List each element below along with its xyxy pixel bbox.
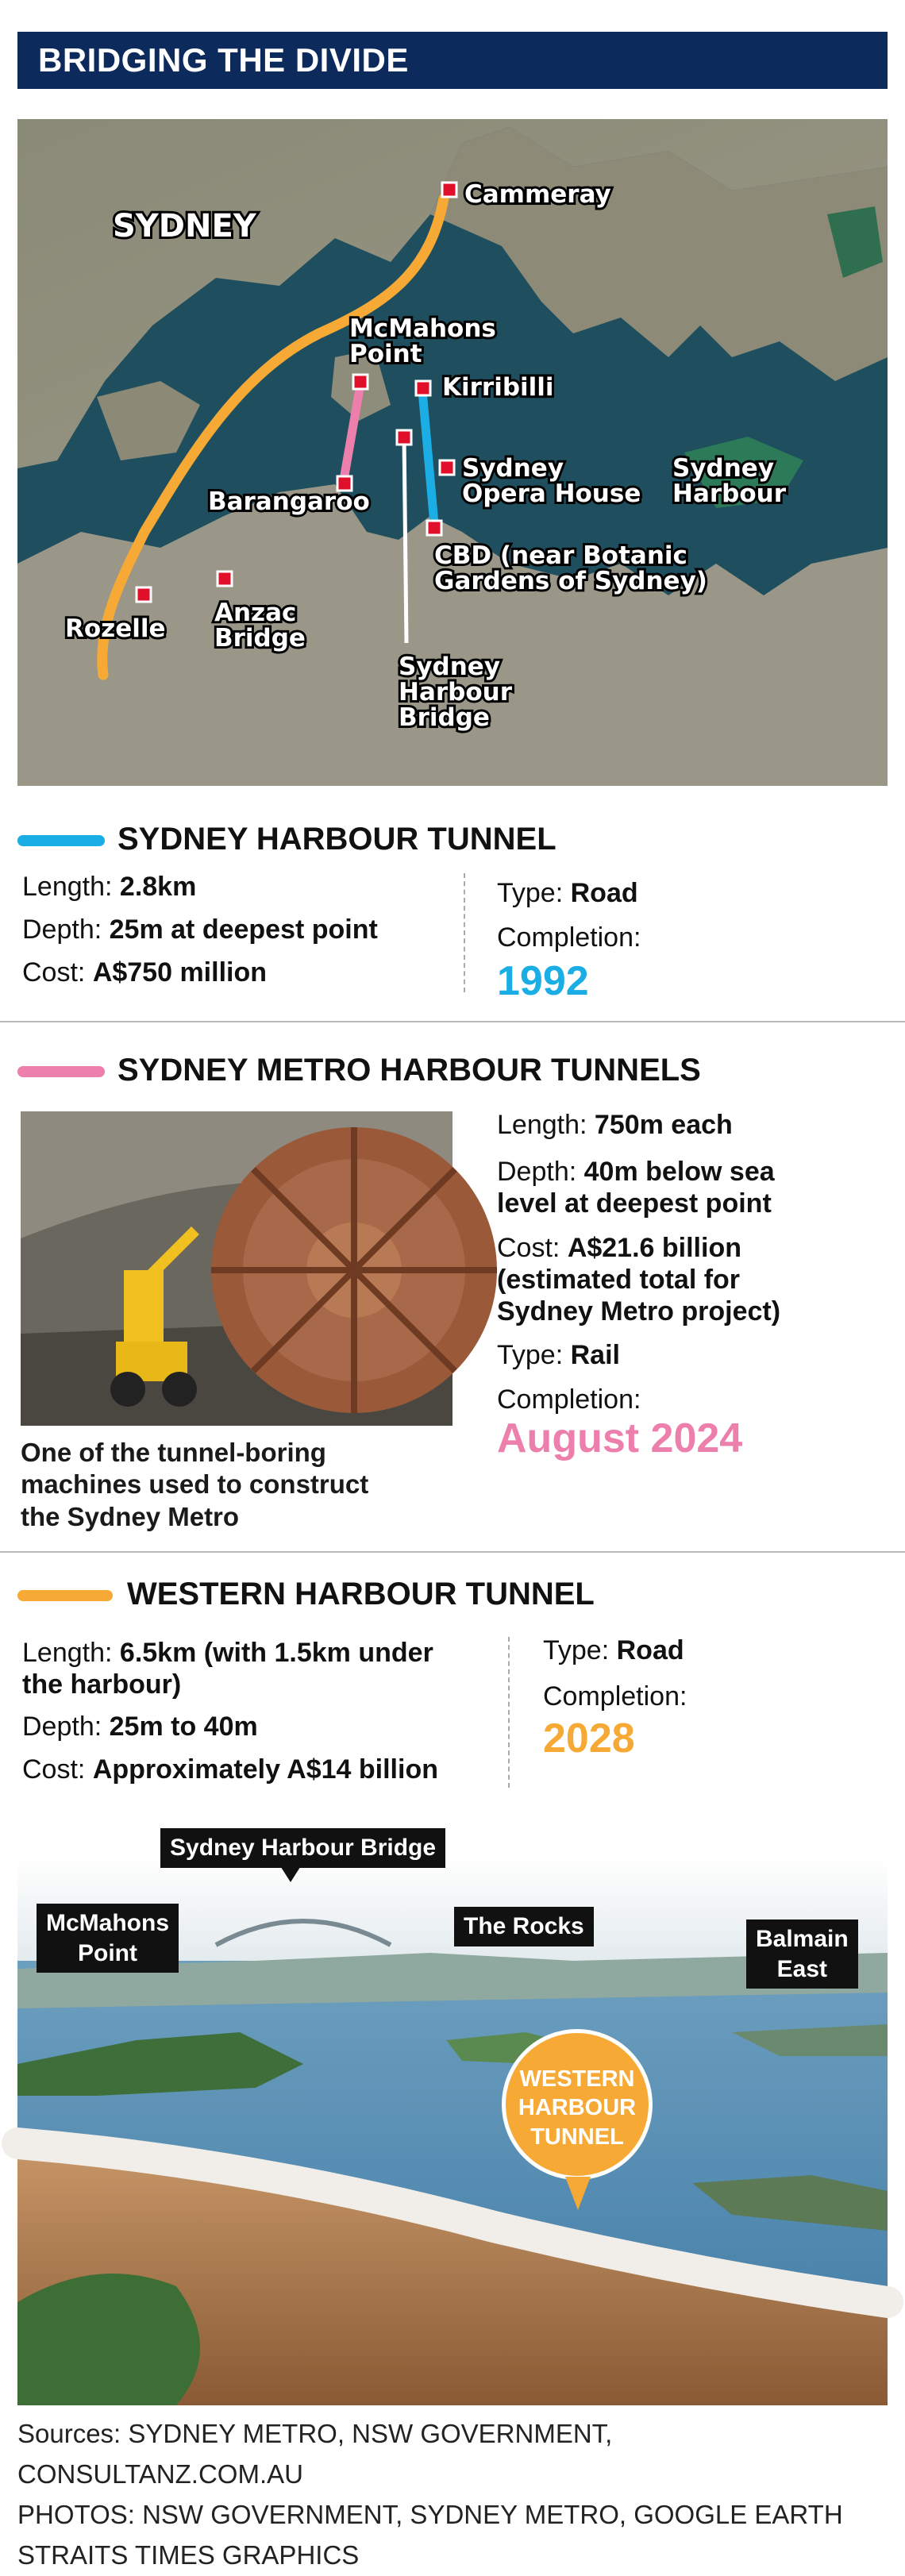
harbour-tunnel-title: SYDNEY HARBOUR TUNNEL <box>117 822 556 857</box>
harbour-tunnel-legend-line <box>17 835 105 846</box>
western-completion-label: Completion: <box>543 1681 687 1712</box>
metro-type: Type: Rail <box>497 1340 620 1370</box>
harbour-tunnel-completion-label: Completion: <box>497 922 641 953</box>
cbd-label-2: Gardens of Sydney) <box>434 567 707 595</box>
harbour-label-1: Sydney <box>672 454 775 483</box>
section-divider-2 <box>0 1551 905 1553</box>
bubble-text-3: TUNNEL <box>530 2124 624 2150</box>
harbour-tunnel-completion-year: 1992 <box>497 958 589 1004</box>
section-divider-1 <box>0 1021 905 1022</box>
bridge-label-2: Harbour <box>399 678 512 707</box>
metro-depth: Depth: 40m below sea level at deepest point <box>497 1157 775 1219</box>
sources-text: Sources: SYDNEY METRO, NSW GOVERNMENT, CONSULTANZ.COM.AU <box>17 2419 613 2489</box>
anzac-label-1: Anzac <box>214 599 297 627</box>
metro-cost: Cost: A$21.6 billion (estimated total for Sydney Metro project) <box>497 1233 781 1327</box>
title-bar <box>17 32 888 89</box>
western-depth: Depth: 25m to 40m <box>22 1712 258 1742</box>
photo-caption: One of the tunnel-boring machines used to construct the Sydney Metro <box>21 1438 369 1531</box>
western-type: Type: Road <box>543 1635 684 1665</box>
metro-completion-label: Completion: <box>497 1384 641 1415</box>
metro-legend-line <box>17 1066 105 1077</box>
mcmahons-label-2: Point <box>349 340 422 368</box>
sydney-label: SYDNEY <box>113 208 256 245</box>
harbour-tunnel-length: Length: 2.8km <box>22 872 197 902</box>
harbour-tunnel-cost: Cost: A$750 million <box>22 957 268 988</box>
western-tunnel-bubble <box>502 2029 653 2180</box>
western-length: Length: 6.5km (with 1.5km under the harbour) <box>22 1638 433 1700</box>
opera-label-2: Opera House <box>462 479 641 508</box>
satellite-map <box>17 119 888 786</box>
bridge-label-1: Sydney <box>399 653 501 681</box>
map-svg <box>17 119 888 786</box>
mcmahons-label-1: McMahons <box>349 314 496 343</box>
rocks-callout: The Rocks <box>454 1907 594 1946</box>
metro-title: SYDNEY METRO HARBOUR TUNNELS <box>117 1053 701 1088</box>
harbour-tunnel-type: Type: Road <box>497 878 638 908</box>
harbour-tunnel-depth: Depth: 25m at deepest point <box>22 914 378 945</box>
photos-text: PHOTOS: NSW GOVERNMENT, SYDNEY METRO, GOOGLE EARTH <box>17 2500 843 2530</box>
barangaroo-label: Barangaroo <box>208 487 370 516</box>
western-cost: Cost: Approximately A$14 billion <box>22 1754 438 1785</box>
footer-credits <box>17 2413 905 2576</box>
bubble-text-1: WESTERN <box>519 2066 635 2092</box>
page-title: BRIDGING THE DIVIDE <box>38 41 409 79</box>
western-completion-year: 2028 <box>543 1715 635 1762</box>
balmain-callout: Balmain East <box>746 1919 858 1989</box>
cbd-label-1: CBD (near Botanic <box>434 541 687 570</box>
rozelle-label: Rozelle <box>65 614 166 643</box>
western-divider <box>508 1637 510 1788</box>
metro-length: Length: 750m each <box>497 1110 733 1140</box>
bridge-callout-pointer <box>279 1865 302 1882</box>
tunnel-boring-machine-photo <box>21 1111 452 1426</box>
mcmahons-callout: McMahons Point <box>37 1904 179 1973</box>
opera-label-1: Sydney <box>462 454 564 483</box>
anzac-label-2: Bridge <box>214 624 306 653</box>
western-title: WESTERN HARBOUR TUNNEL <box>127 1577 595 1611</box>
bubble-text-2: HARBOUR <box>518 2095 637 2121</box>
cammeray-label: Cammeray <box>464 180 611 209</box>
western-legend-line <box>17 1590 113 1601</box>
harbour-label-2: Harbour <box>672 479 786 508</box>
metro-completion-year: August 2024 <box>497 1415 743 1461</box>
graphics-credit: STRAITS TIMES GRAPHICS <box>17 2540 360 2570</box>
harbour-bridge-line <box>404 437 406 643</box>
bridge-label-3: Bridge <box>399 703 490 732</box>
harbour-tunnel-divider <box>464 873 465 992</box>
bubble-pointer <box>565 2177 591 2210</box>
bridge-callout: Sydney Harbour Bridge <box>160 1828 445 1868</box>
kirribilli-label: Kirribilli <box>442 373 554 402</box>
